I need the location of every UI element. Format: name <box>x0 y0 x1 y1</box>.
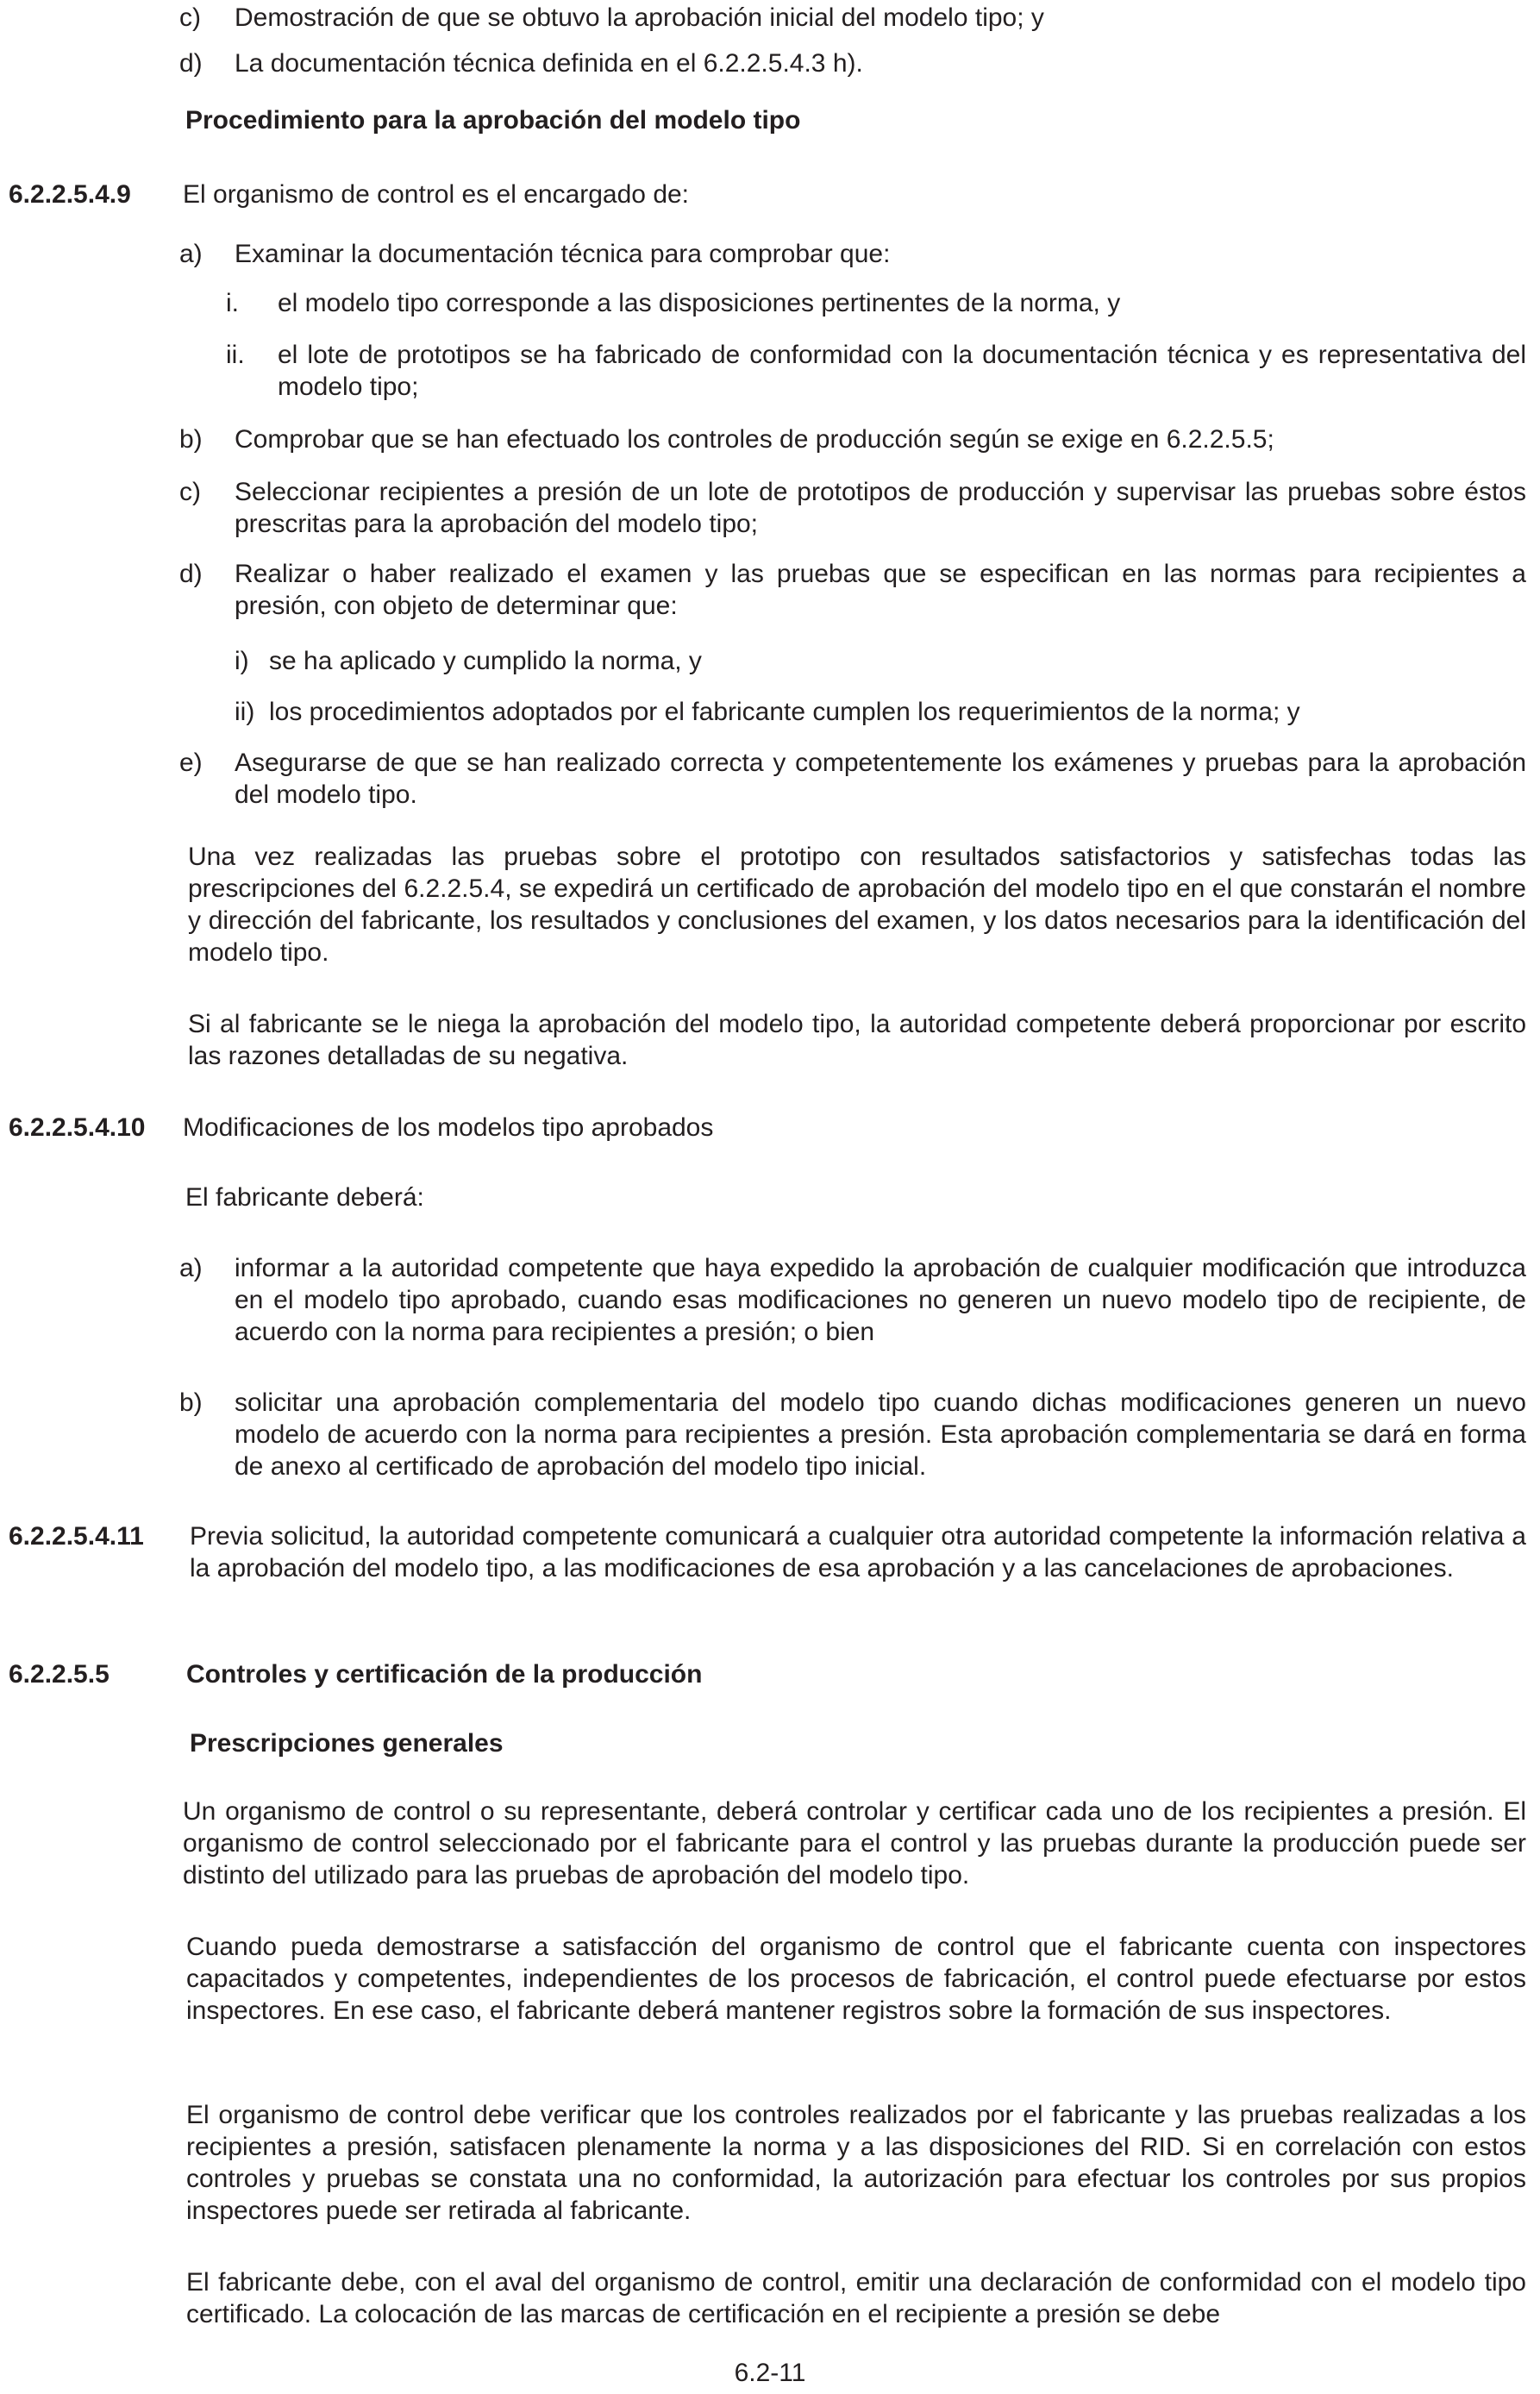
subitem-text: los procedimientos adoptados por el fabricante cumplen los requerimientos de la norma; y <box>269 698 1300 726</box>
section-intro: El organismo de control es el encargado de: <box>183 180 690 209</box>
item-text: solicitar una aprobación complementaria del modelo tipo cuando dichas modificaciones generen un nuevo modelo de acuerdo con la norma para recipientes a presión. Esta aprobación complementaria se dará en forma de anexo al certificado de aprobación del modelo tipo inicial. <box>235 1388 1526 1481</box>
item-text: La documentación técnica definida en el 6.2.2.5.4.3 h). <box>235 49 863 78</box>
section-heading: Procedimiento para la aprobación del modelo tipo <box>185 106 801 135</box>
subitem-text: se ha aplicado y cumplido la norma, y <box>269 647 702 675</box>
section-title: Modificaciones de los modelos tipo aprobados <box>183 1113 714 1142</box>
section-number: 6.2.2.5.4.11 <box>9 1522 144 1551</box>
subitem-label: ii. <box>226 341 245 369</box>
subheading: Prescripciones generales <box>190 1729 504 1758</box>
item-label: b) <box>179 425 203 454</box>
paragraph: Un organismo de control o su representante, deberá controlar y certificar cada uno de los recipientes a presión. El organismo de control seleccionado por el fabricante para el control y las pruebas durante la producción puede ser distinto del utilizado para las pruebas de aprobación del modelo tipo. <box>183 1797 1526 1890</box>
section-number: 6.2.2.5.4.9 <box>9 180 131 209</box>
paragraph: Previa solicitud, la autoridad competente comunicará a cualquier otra autoridad competente la información relativa a la aprobación del modelo tipo, a las modificaciones de esa aprobación y a las cancelaciones de aprobaciones. <box>190 1522 1526 1582</box>
paragraph: Una vez realizadas las pruebas sobre el prototipo con resultados satisfactorios y satisfechas todas las prescripciones del 6.2.2.5.4, se expedirá un certificado de aprobación del modelo tipo en el que constarán el nombre y dirección del fabricante, los resultados y conclusiones del examen, y los datos necesarios para la identificación del modelo tipo. <box>188 843 1526 967</box>
paragraph: Si al fabricante se le niega la aprobación del modelo tipo, la autoridad competente deberá proporcionar por escrito las razones detalladas de su negativa. <box>188 1010 1526 1070</box>
item-label: d) <box>179 49 203 78</box>
section-intro: El fabricante deberá: <box>185 1183 424 1212</box>
section-number: 6.2.2.5.5 <box>9 1660 110 1689</box>
item-text: Asegurarse de que se han realizado correcta y competentemente los exámenes y pruebas para la aprobación del modelo tipo. <box>235 749 1526 809</box>
paragraph: Cuando pueda demostrarse a satisfacción del organismo de control que el fabricante cuenta con inspectores capacitados y competentes, independientes de los procesos de fabricación, el control puede efectuarse por estos inspectores. En ese caso, el fabricante deberá mantener registros sobre la formación de sus inspectores. <box>186 1933 1526 2025</box>
item-text: Realizar o haber realizado el examen y las pruebas que se especifican en las normas para recipientes a presión, con objeto de determinar que: <box>235 560 1526 620</box>
section-title: Controles y certificación de la producción <box>186 1660 703 1689</box>
paragraph: El organismo de control debe verificar que los controles realizados por el fabricante y las pruebas realizadas a los recipientes a presión, satisfacen plenamente la norma y a las disposiciones del RID. Si en correlación con estos controles y pruebas se constata una no conformidad, la autorización para efectuar los controles por sus propios inspectores puede ser retirada al fabricante. <box>186 2101 1526 2225</box>
subitem-text: el modelo tipo corresponde a las disposiciones pertinentes de la norma, y <box>278 289 1121 317</box>
paragraph: El fabricante debe, con el aval del organismo de control, emitir una declaración de conformidad con el modelo tipo certificado. La colocación de las marcas de certificación en el recipiente a presión se debe <box>186 2268 1526 2328</box>
item-label: c) <box>179 478 201 506</box>
item-text: informar a la autoridad competente que haya expedido la aprobación de cualquier modificación que introduzca en el modelo tipo aprobado, cuando esas modificaciones no generen un nuevo modelo tipo de recipiente, de acuerdo con la norma para recipientes a presión; o bien <box>235 1254 1526 1346</box>
item-label: a) <box>179 1254 203 1282</box>
item-text: Seleccionar recipientes a presión de un lote de prototipos de producción y supervisar las pruebas sobre éstos prescritas para la aprobación del modelo tipo; <box>235 478 1526 538</box>
item-label: b) <box>179 1388 203 1417</box>
subitem-label: ii) <box>235 698 255 726</box>
item-label: d) <box>179 560 203 588</box>
section-number: 6.2.2.5.4.10 <box>9 1113 146 1142</box>
subitem-label: i) <box>235 647 249 675</box>
subitem-label: i. <box>226 289 239 317</box>
page-number: 6.2-11 <box>734 2359 806 2387</box>
subitem-text: el lote de prototipos se ha fabricado de conformidad con la documentación técnica y es representativa del modelo tipo; <box>278 341 1526 401</box>
item-text: Comprobar que se han efectuado los controles de producción según se exige en 6.2.2.5.5; <box>235 425 1274 454</box>
item-label: e) <box>179 749 203 777</box>
item-text: Demostración de que se obtuvo la aprobación inicial del modelo tipo; y <box>235 3 1044 32</box>
item-text: Examinar la documentación técnica para comprobar que: <box>235 240 891 268</box>
item-label: a) <box>179 240 203 268</box>
item-label: c) <box>179 3 201 32</box>
